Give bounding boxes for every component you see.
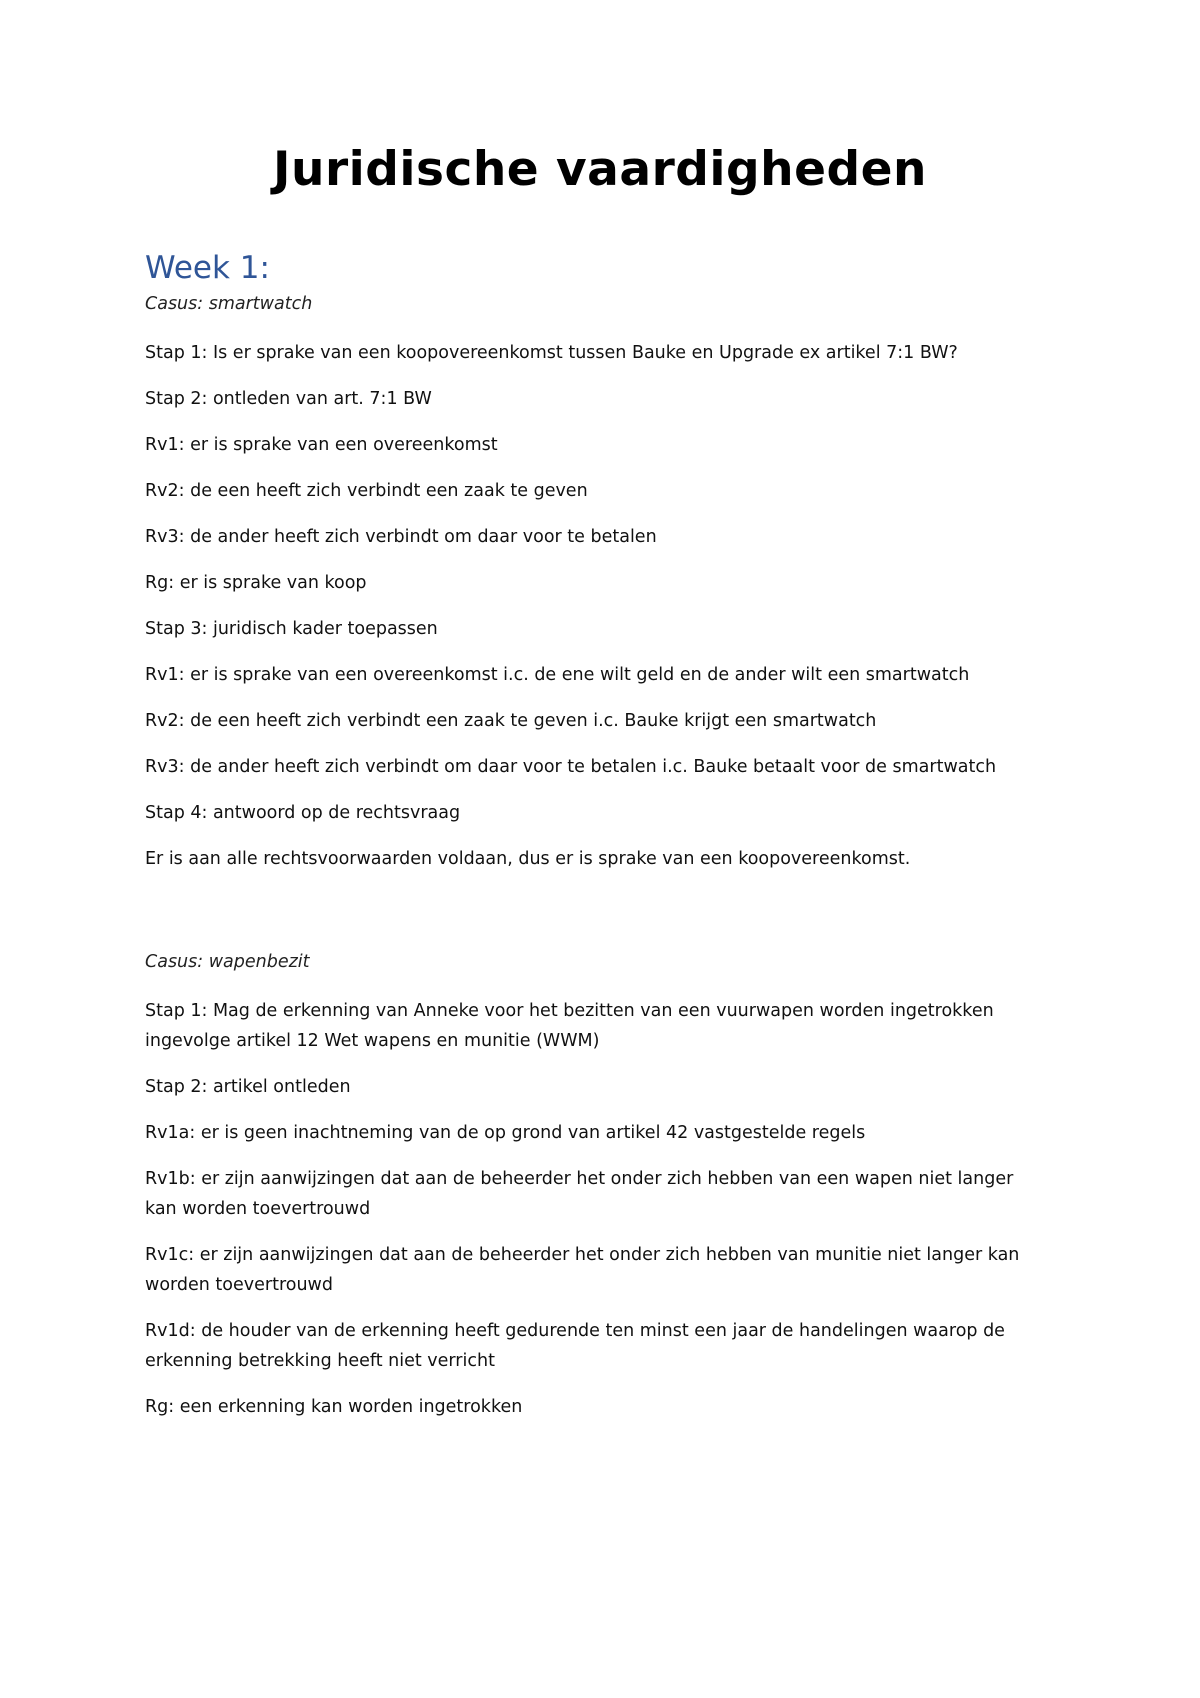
paragraph: Rv1: er is sprake van een overeenkomst [145, 435, 498, 455]
paragraph: Stap 2: artikel ontleden [145, 1077, 351, 1097]
paragraph: Stap 1: Mag de erkenning van Anneke voor het bezitten van een vuurwapen worden ingetrokken ingevolge artikel 12 Wet wapens en munitie (WWM) [145, 1001, 994, 1051]
week-heading: Week 1: [145, 250, 270, 286]
paragraph: Rv1b: er zijn aanwijzingen dat aan de beheerder het onder zich hebben van een wapen niet langer kan worden toevertrouwd [145, 1169, 1014, 1219]
paragraph: Stap 1: Is er sprake van een koopovereenkomst tussen Bauke en Upgrade ex artikel 7:1 BW? [145, 343, 958, 363]
paragraph: Rv3: de ander heeft zich verbindt om daar voor te betalen [145, 527, 657, 547]
paragraph: Rg: er is sprake van koop [145, 573, 367, 593]
paragraph: Rv2: de een heeft zich verbindt een zaak te geven [145, 481, 588, 501]
case-section-wapenbezit [145, 950, 1050, 1422]
case-title: Casus: smartwatch [145, 294, 313, 314]
paragraph: Stap 2: ontleden van art. 7:1 BW [145, 389, 432, 409]
paragraph: Er is aan alle rechtsvoorwaarden voldaan, dus er is sprake van een koopovereenkomst. [145, 849, 911, 869]
paragraph: Rv1c: er zijn aanwijzingen dat aan de beheerder het onder zich hebben van munitie niet langer kan worden toevertrouwd [145, 1245, 1020, 1295]
document-body [145, 248, 1050, 1438]
paragraph: Rv3: de ander heeft zich verbindt om daar voor te betalen i.c. Bauke betaalt voor de smartwatch [145, 757, 997, 777]
section-spacer [145, 890, 1050, 950]
paragraph: Rv1a: er is geen inachtneming van de op grond van artikel 42 vastgestelde regels [145, 1123, 866, 1143]
paragraph: Rg: een erkenning kan worden ingetrokken [145, 1397, 523, 1417]
paragraph: Rv1d: de houder van de erkenning heeft gedurende ten minst een jaar de handelingen waarop de erkenning betrekking heeft niet verricht [145, 1321, 1005, 1371]
paragraph: Rv2: de een heeft zich verbindt een zaak te geven i.c. Bauke krijgt een smartwatch [145, 711, 877, 731]
paragraph: Stap 3: juridisch kader toepassen [145, 619, 438, 639]
document-title: Juridische vaardigheden [273, 142, 927, 197]
paragraph: Rv1: er is sprake van een overeenkomst i.c. de ene wilt geld en de ander wilt een smartwatch [145, 665, 970, 685]
case-section-smartwatch [145, 292, 1050, 874]
case-title: Casus: wapenbezit [145, 952, 310, 972]
paragraph: Stap 4: antwoord op de rechtsvraag [145, 803, 461, 823]
